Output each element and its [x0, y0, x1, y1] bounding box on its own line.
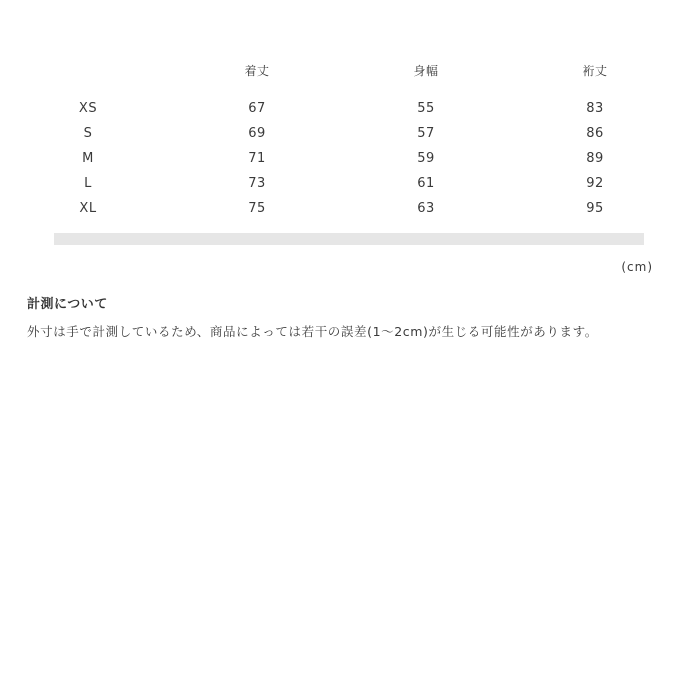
table-cell: 95 [586, 201, 604, 216]
table-cell: 71 [248, 151, 266, 166]
table-cell: 55 [417, 101, 435, 116]
table-cell: 59 [417, 151, 435, 166]
column-header-length: 着丈 [244, 64, 270, 78]
column-header-width: 身幅 [413, 64, 439, 78]
table-cell: 89 [586, 151, 604, 166]
measurement-note-title: 計測について [27, 297, 108, 312]
table-cell: 86 [586, 126, 604, 141]
table-cell: 73 [248, 176, 266, 191]
table-cell: 67 [248, 101, 266, 116]
table-cell: 75 [248, 201, 266, 216]
row-size-label: S [83, 126, 93, 141]
row-size-label: M [82, 151, 94, 166]
table-cell: 61 [417, 176, 435, 191]
table-cell: 63 [417, 201, 435, 216]
table-cell: 69 [248, 126, 266, 141]
row-size-label: L [84, 176, 92, 191]
horizontal-scrollbar[interactable] [54, 233, 644, 245]
table-cell: 83 [586, 101, 604, 116]
column-header-sleeve: 裄丈 [582, 64, 608, 78]
unit-label: (cm) [621, 260, 653, 274]
row-size-label: XL [79, 201, 97, 216]
table-cell: 92 [586, 176, 604, 191]
table-cell: 57 [417, 126, 435, 141]
measurement-note-body: 外寸は手で計測しているため、商品によっては若干の誤差(1〜2cm)が生じる可能性があります。 [27, 324, 598, 339]
row-size-label: XS [78, 101, 98, 116]
